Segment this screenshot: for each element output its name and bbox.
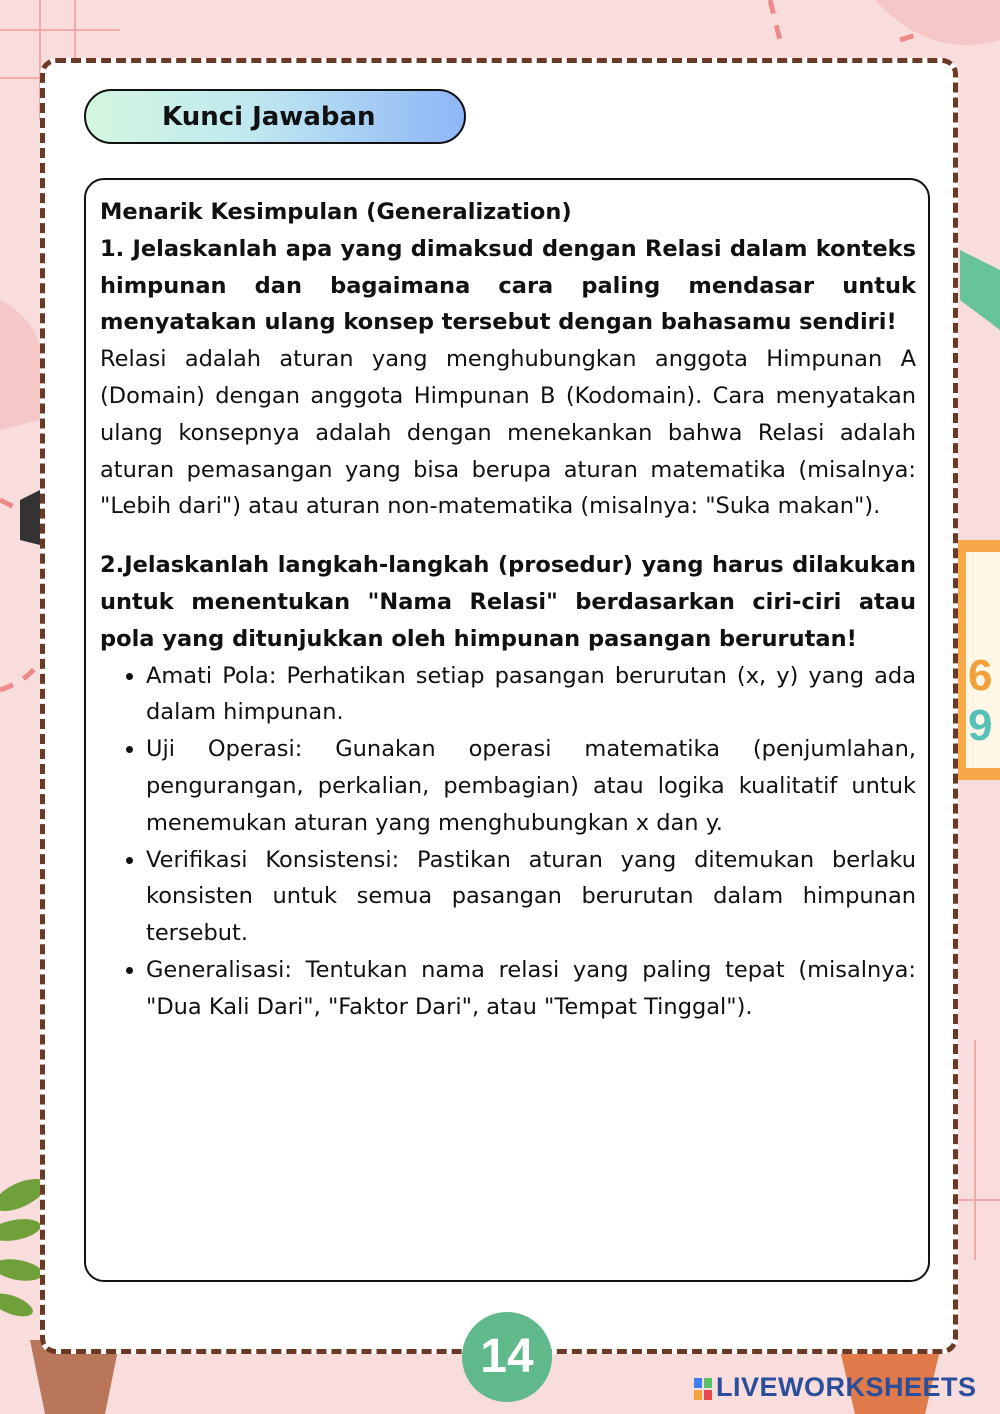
spacer — [100, 525, 916, 547]
answer-1: Relasi adalah aturan yang menghubungkan anggota Himpunan A (Domain) dengan anggota Himpunan B (Kodomain). Cara menyatakan ulang konsepnya adalah dengan menekankan bahwa Relasi adalah aturan pemasangan yang bisa berupa aturan matematika (misalnya: "Lebih dari") atau aturan non-matematika (misalnya: "Suka makan"). — [100, 346, 916, 520]
list-item: • Uji Operasi: Gunakan operasi matematika (penjumlahan, pengurangan, perkalian, pembagian) atau logika kualitatif untuk menemukan aturan yang menghubungkan x dan y. — [146, 731, 916, 841]
brand-text: LIVEWORKSHEETS — [716, 1372, 977, 1402]
answer-key-badge — [84, 89, 466, 144]
liveworksheets-logo[interactable] — [690, 1370, 990, 1410]
answer-key-label: Kunci Jawaban — [162, 102, 376, 132]
section-title: Menarik Kesimpulan (Generalization) — [100, 199, 572, 225]
content-text — [100, 194, 916, 1026]
content-box — [84, 178, 930, 1282]
list-item: • Amati Pola: Perhatikan setiap pasangan berurutan (x, y) yang ada dalam himpunan. — [146, 658, 916, 732]
question-2: 2.Jelaskanlah langkah-langkah (prosedur) yang harus dilakukan untuk menentukan "Nama Relasi" berdasarkan ciri-ciri atau pola yang ditunjukkan oleh himpunan pasangan berurutan! — [100, 552, 916, 652]
logo-grid-icon — [694, 1378, 712, 1400]
list-item: • Verifikasi Konsistensi: Pastikan aturan yang ditemukan berlaku konsisten untuk semua pasangan berurutan dalam himpunan tersebut. — [146, 842, 916, 952]
question-1: 1. Jelaskanlah apa yang dimaksud dengan Relasi dalam konteks himpunan dan bagaimana cara paling mendasar untuk menyatakan ulang konsep tersebut dengan bahasamu sendiri! — [100, 235, 916, 336]
list-item: • Generalisasi: Tentukan nama relasi yang paling tepat (misalnya: "Dua Kali Dari", "Faktor Dari", atau "Tempat Tinggal"). — [146, 952, 916, 1026]
steps-list — [100, 658, 916, 1026]
decor-number-6: 6 — [968, 651, 993, 700]
page-number: 14 — [462, 1312, 552, 1402]
decor-number-9: 9 — [968, 701, 993, 750]
